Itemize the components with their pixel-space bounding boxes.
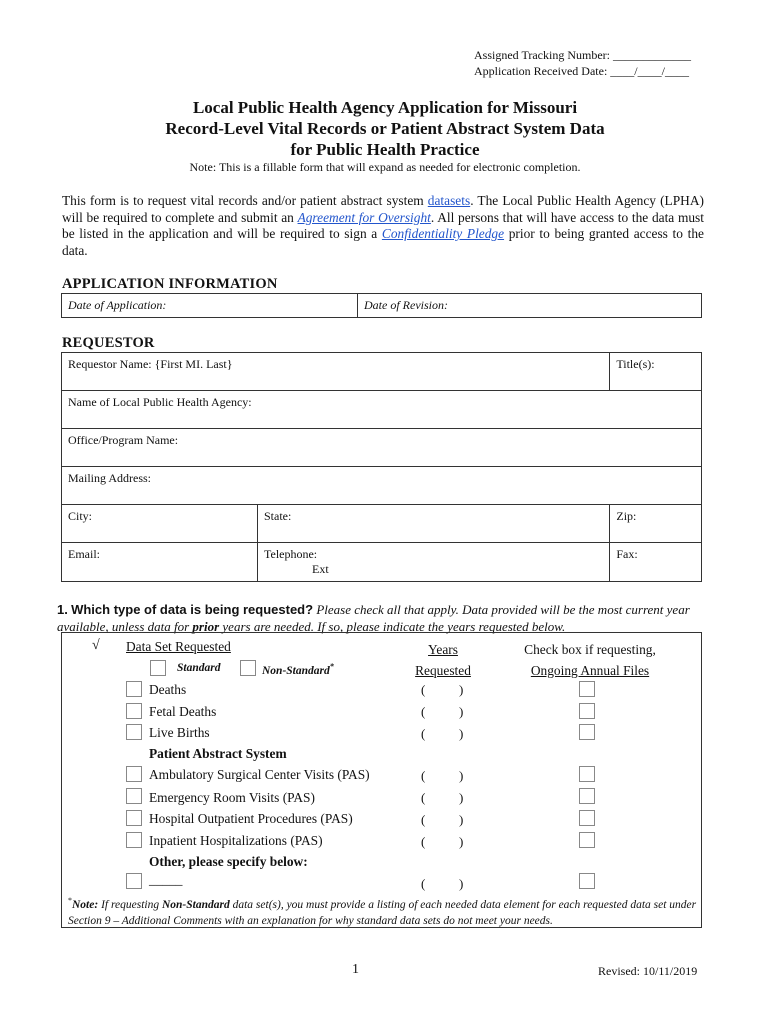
annual-header-line-2: Ongoing Annual Files bbox=[530, 663, 650, 678]
question-1-instructions-b: years are needed. If so, please indicate the years requested below. bbox=[219, 619, 566, 634]
requestor-table bbox=[61, 352, 702, 582]
fetal-deaths-checkbox[interactable] bbox=[126, 703, 142, 719]
question-1 bbox=[57, 601, 707, 635]
outpatient-checkbox[interactable] bbox=[126, 810, 142, 826]
intro-text-2: . The Local Public Health Agency (LPHA) will be required to complete and submit an bbox=[62, 193, 704, 225]
fetal-deaths-years-open: ( bbox=[421, 704, 426, 719]
annual-column-header bbox=[510, 639, 670, 681]
fetal-deaths-label: Fetal Deaths bbox=[149, 704, 217, 719]
tracking-number: Assigned Tracking Number: _____________ bbox=[474, 48, 691, 62]
deaths-years-close: ) bbox=[459, 682, 464, 697]
footnote-non-standard: Non-Standard bbox=[161, 898, 230, 911]
pas-heading: Patient Abstract System bbox=[149, 746, 287, 761]
fillable-note: Note: This is a fillable form that will expand as needed for electronic completion. bbox=[189, 160, 581, 174]
non-standard-footnote bbox=[68, 893, 698, 929]
live-births-years-open: ( bbox=[421, 726, 426, 741]
outpatient-label: Hospital Outpatient Procedures (PAS) bbox=[149, 811, 353, 826]
outpatient-years-close: ) bbox=[459, 812, 464, 827]
date-of-application-field[interactable]: Date of Application: bbox=[62, 294, 358, 318]
date-of-revision-field[interactable]: Date of Revision: bbox=[358, 294, 702, 318]
inpatient-checkbox[interactable] bbox=[126, 832, 142, 848]
emergency-room-years-close: ) bbox=[459, 790, 464, 805]
page-number: 1 bbox=[352, 962, 359, 977]
footnote-asterisk: * bbox=[68, 896, 72, 905]
live-births-years-close: ) bbox=[459, 726, 464, 741]
confidentiality-pledge-link[interactable]: Confidentiality Pledge bbox=[381, 226, 505, 241]
years-header-line-2: Requested bbox=[415, 663, 471, 678]
fax-field[interactable]: Fax: bbox=[610, 543, 702, 582]
other-checkbox[interactable] bbox=[126, 873, 142, 889]
other-years-close: ) bbox=[459, 876, 464, 891]
live-births-label: Live Births bbox=[149, 725, 210, 740]
footnote-text-b: data set(s), you must provide a listing of each needed data element for each requested data set under Section 9 – Additional Comments with an explanation for why standard data sets do not meet your needs. bbox=[68, 898, 697, 927]
email-field[interactable]: Email: bbox=[62, 543, 258, 582]
non-standard-text: Non-Standard bbox=[262, 664, 330, 677]
other-heading: Other, please specify below: bbox=[149, 854, 308, 869]
title-line-2: Record-Level Vital Records or Patient Abstract System Data bbox=[165, 119, 605, 138]
ext-label: Ext bbox=[312, 562, 329, 576]
years-column-header bbox=[408, 639, 478, 681]
other-specify-field[interactable]: _____ bbox=[149, 872, 183, 887]
mailing-address-field[interactable]: Mailing Address: bbox=[62, 467, 702, 505]
emergency-room-checkbox[interactable] bbox=[126, 788, 142, 804]
application-info-table bbox=[61, 293, 702, 318]
years-header-line-1: Years bbox=[428, 642, 458, 657]
ambulatory-checkbox[interactable] bbox=[126, 766, 142, 782]
emergency-room-label: Emergency Room Visits (PAS) bbox=[149, 790, 315, 805]
question-1-title: Which type of data is being requested? bbox=[71, 602, 314, 617]
dataset-column-header: Data Set Requested bbox=[126, 639, 231, 654]
agreement-for-oversight-link[interactable]: Agreement for Oversight bbox=[297, 209, 431, 225]
prior-emphasis: prior bbox=[192, 619, 220, 634]
question-1-number: 1. bbox=[57, 602, 68, 617]
ambulatory-years-close: ) bbox=[459, 768, 464, 783]
intro-paragraph bbox=[62, 193, 704, 259]
standard-checkbox[interactable] bbox=[150, 660, 166, 676]
ambulatory-label: Ambulatory Surgical Center Visits (PAS) bbox=[149, 767, 370, 782]
requestor-name-field[interactable]: Requestor Name: {First MI. Last} bbox=[62, 353, 610, 391]
non-standard-asterisk: * bbox=[329, 662, 334, 671]
page-title bbox=[60, 97, 710, 160]
title-line-3: for Public Health Practice bbox=[290, 140, 480, 159]
fetal-deaths-annual-checkbox[interactable] bbox=[579, 703, 595, 719]
outpatient-annual-checkbox[interactable] bbox=[579, 810, 595, 826]
emergency-room-annual-checkbox[interactable] bbox=[579, 788, 595, 804]
deaths-checkbox[interactable] bbox=[126, 681, 142, 697]
annual-header-line-1: Check box if requesting, bbox=[524, 642, 656, 657]
ambulatory-years-open: ( bbox=[421, 768, 426, 783]
standard-label: Standard bbox=[177, 662, 221, 674]
application-info-heading: APPLICATION INFORMATION bbox=[62, 276, 278, 292]
tracking-block bbox=[474, 47, 691, 79]
footnote-note-label: Note: bbox=[72, 898, 99, 911]
telephone-label: Telephone: bbox=[264, 547, 318, 561]
deaths-annual-checkbox[interactable] bbox=[579, 681, 595, 697]
inpatient-label: Inpatient Hospitalizations (PAS) bbox=[149, 833, 323, 848]
inpatient-years-close: ) bbox=[459, 834, 464, 849]
title-line-1: Local Public Health Agency Application for Missouri bbox=[192, 98, 578, 117]
office-program-field[interactable]: Office/Program Name: bbox=[62, 429, 702, 467]
intro-text-1: This form is to request vital records and/or patient abstract system bbox=[62, 193, 428, 208]
emergency-room-years-open: ( bbox=[421, 790, 426, 805]
footnote-text-a: If requesting bbox=[98, 898, 162, 911]
live-births-annual-checkbox[interactable] bbox=[579, 724, 595, 740]
fetal-deaths-years-close: ) bbox=[459, 704, 464, 719]
non-standard-label bbox=[262, 662, 334, 677]
inpatient-years-open: ( bbox=[421, 834, 426, 849]
intro-text-4: prior to being granted access to the data. bbox=[62, 226, 704, 258]
zip-field[interactable]: Zip: bbox=[610, 505, 702, 543]
other-annual-checkbox[interactable] bbox=[579, 873, 595, 889]
state-field[interactable]: State: bbox=[258, 505, 610, 543]
datasets-link[interactable]: datasets bbox=[427, 193, 471, 208]
ambulatory-annual-checkbox[interactable] bbox=[579, 766, 595, 782]
revised-date: Revised: 10/11/2019 bbox=[598, 964, 698, 978]
inpatient-annual-checkbox[interactable] bbox=[579, 832, 595, 848]
deaths-years-open: ( bbox=[421, 682, 426, 697]
question-1-instructions-a: Please check all that apply. Data provided will be the most current year available, unless data for bbox=[57, 602, 690, 634]
intro-text-3: . All persons that will have access to the data must be listed in the application and will be required to sign a bbox=[62, 209, 704, 241]
telephone-field[interactable] bbox=[258, 543, 610, 582]
city-field[interactable]: City: bbox=[62, 505, 258, 543]
titles-field[interactable]: Title(s): bbox=[610, 353, 702, 391]
agency-name-field[interactable]: Name of Local Public Health Agency: bbox=[62, 391, 702, 429]
other-years-open: ( bbox=[421, 876, 426, 891]
deaths-label: Deaths bbox=[149, 682, 187, 697]
live-births-checkbox[interactable] bbox=[126, 724, 142, 740]
received-date: Application Received Date: ____/____/____ bbox=[474, 64, 689, 78]
requestor-heading: REQUESTOR bbox=[62, 335, 155, 351]
check-mark-header: √ bbox=[92, 638, 100, 653]
non-standard-checkbox[interactable] bbox=[240, 660, 256, 676]
outpatient-years-open: ( bbox=[421, 812, 426, 827]
